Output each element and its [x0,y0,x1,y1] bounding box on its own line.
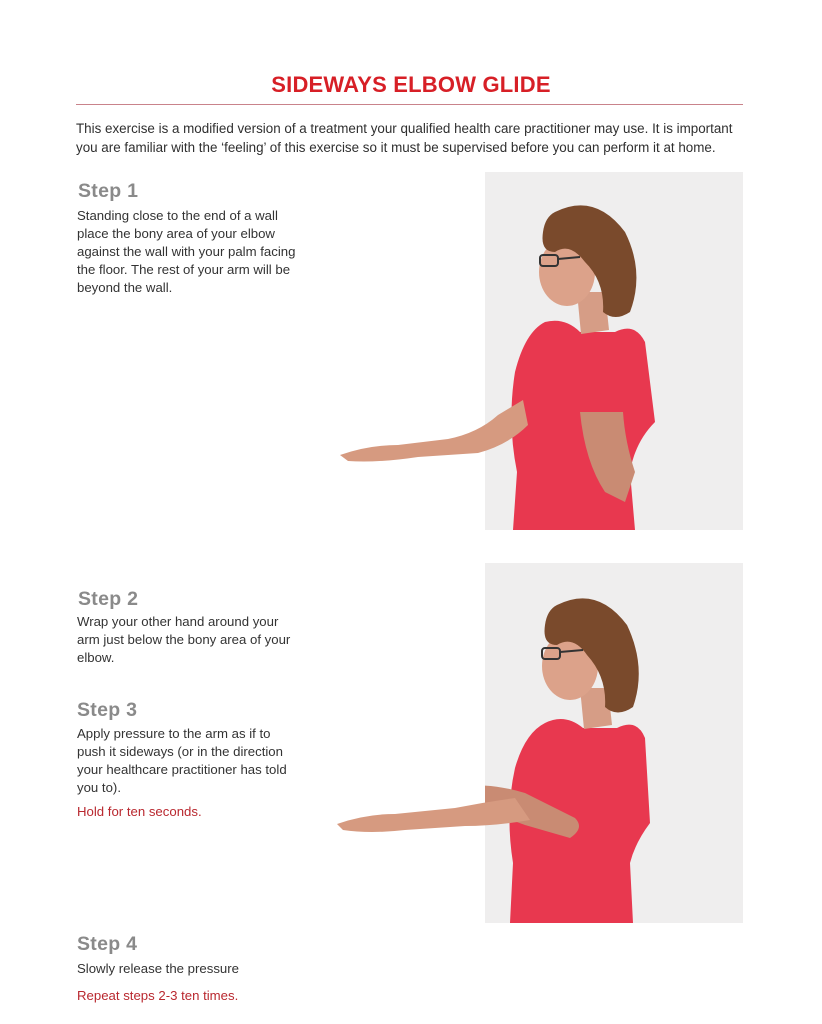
step-3-note: Hold for ten seconds. [77,804,202,819]
title-divider [76,104,743,105]
step-3-heading: Step 3 [77,699,138,721]
step-4-heading: Step 4 [77,933,138,955]
step-4-note: Repeat steps 2-3 ten times. [77,988,239,1003]
extended-arm-illustration-1 [338,395,528,470]
step-2-3-photo [485,563,743,923]
step-3-text: Apply pressure to the arm as if to push it sideways (or in the direction your healthcare practitioner has told you to). [77,726,287,795]
intro-paragraph: This exercise is a modified version of a treatment your qualified health care practitioner may use. It is important you are familiar with the ‘feeling’ of this exercise so it must be supervised before you can perform it at home. [76,121,733,155]
page-title: SIDEWAYS ELBOW GLIDE [271,72,551,97]
step-2-text: Wrap your other hand around your arm just below the bony area of your elbow. [77,614,291,665]
step-1-photo [485,172,743,530]
extended-arm-illustration-2 [335,788,535,838]
step-2-heading: Step 2 [78,588,139,610]
step-4-text: Slowly release the pressure [77,961,239,976]
step-1-heading: Step 1 [78,180,139,202]
step-1-text: Standing close to the end of a wall place the bony area of your elbow against the wall with your palm facing the floor. The rest of your arm will be beyond the wall. [77,208,296,295]
